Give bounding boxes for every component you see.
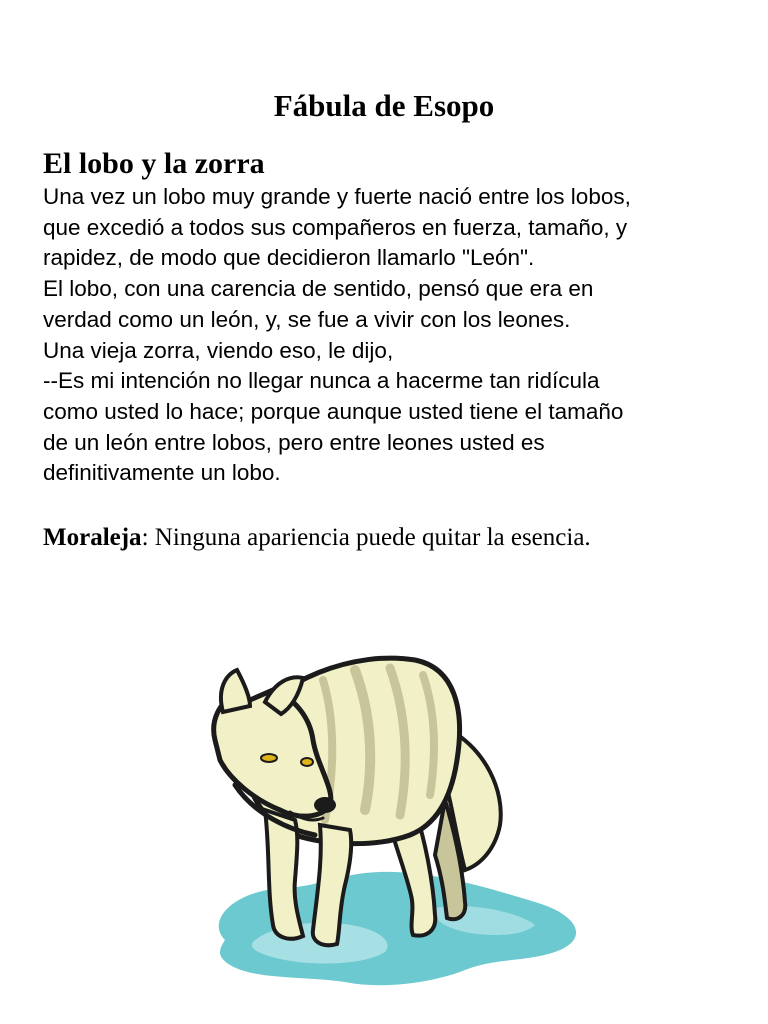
wolf-nose <box>314 797 336 813</box>
moral-text: Ninguna apariencia puede quitar la esencia. <box>148 524 591 551</box>
body-line: como usted lo hace; porque aunque usted tiene el tamaño <box>43 398 624 424</box>
body-line: de un león entre lobos, pero entre leones usted es <box>43 429 545 455</box>
document-title: Fábula de Esopo <box>273 88 495 123</box>
body-line: que excedió a todos sus compañeros en fuerza, tamaño, y <box>43 214 628 240</box>
moral-label: Moraleja <box>43 524 142 551</box>
wolf-eye <box>301 758 313 766</box>
body-line: --Es mi intención no llegar nunca a hacerme tan ridícula <box>43 368 600 394</box>
wolf-illustration-icon <box>195 640 595 1010</box>
wolf-ear <box>221 670 250 712</box>
body-line: rapidez, de modo que decidieron llamarlo "León". <box>43 245 535 271</box>
body-line: Una vieja zorra, viendo eso, le dijo, <box>43 337 394 363</box>
wolf-eye <box>261 754 277 762</box>
fable-title: El lobo y la zorra <box>43 147 265 180</box>
body-line: El lobo, con una carencia de sentido, pensó que era en <box>43 276 594 302</box>
body-line: Una vez un lobo muy grande y fuerte nació entre los lobos, <box>43 184 631 209</box>
moral-statement <box>43 521 591 555</box>
moral-separator: : <box>141 524 149 551</box>
body-line: verdad como un león, y, se fue a vivir con los leones. <box>43 306 571 332</box>
body-line: definitivamente un lobo. <box>43 460 281 486</box>
fable-body <box>43 182 743 489</box>
